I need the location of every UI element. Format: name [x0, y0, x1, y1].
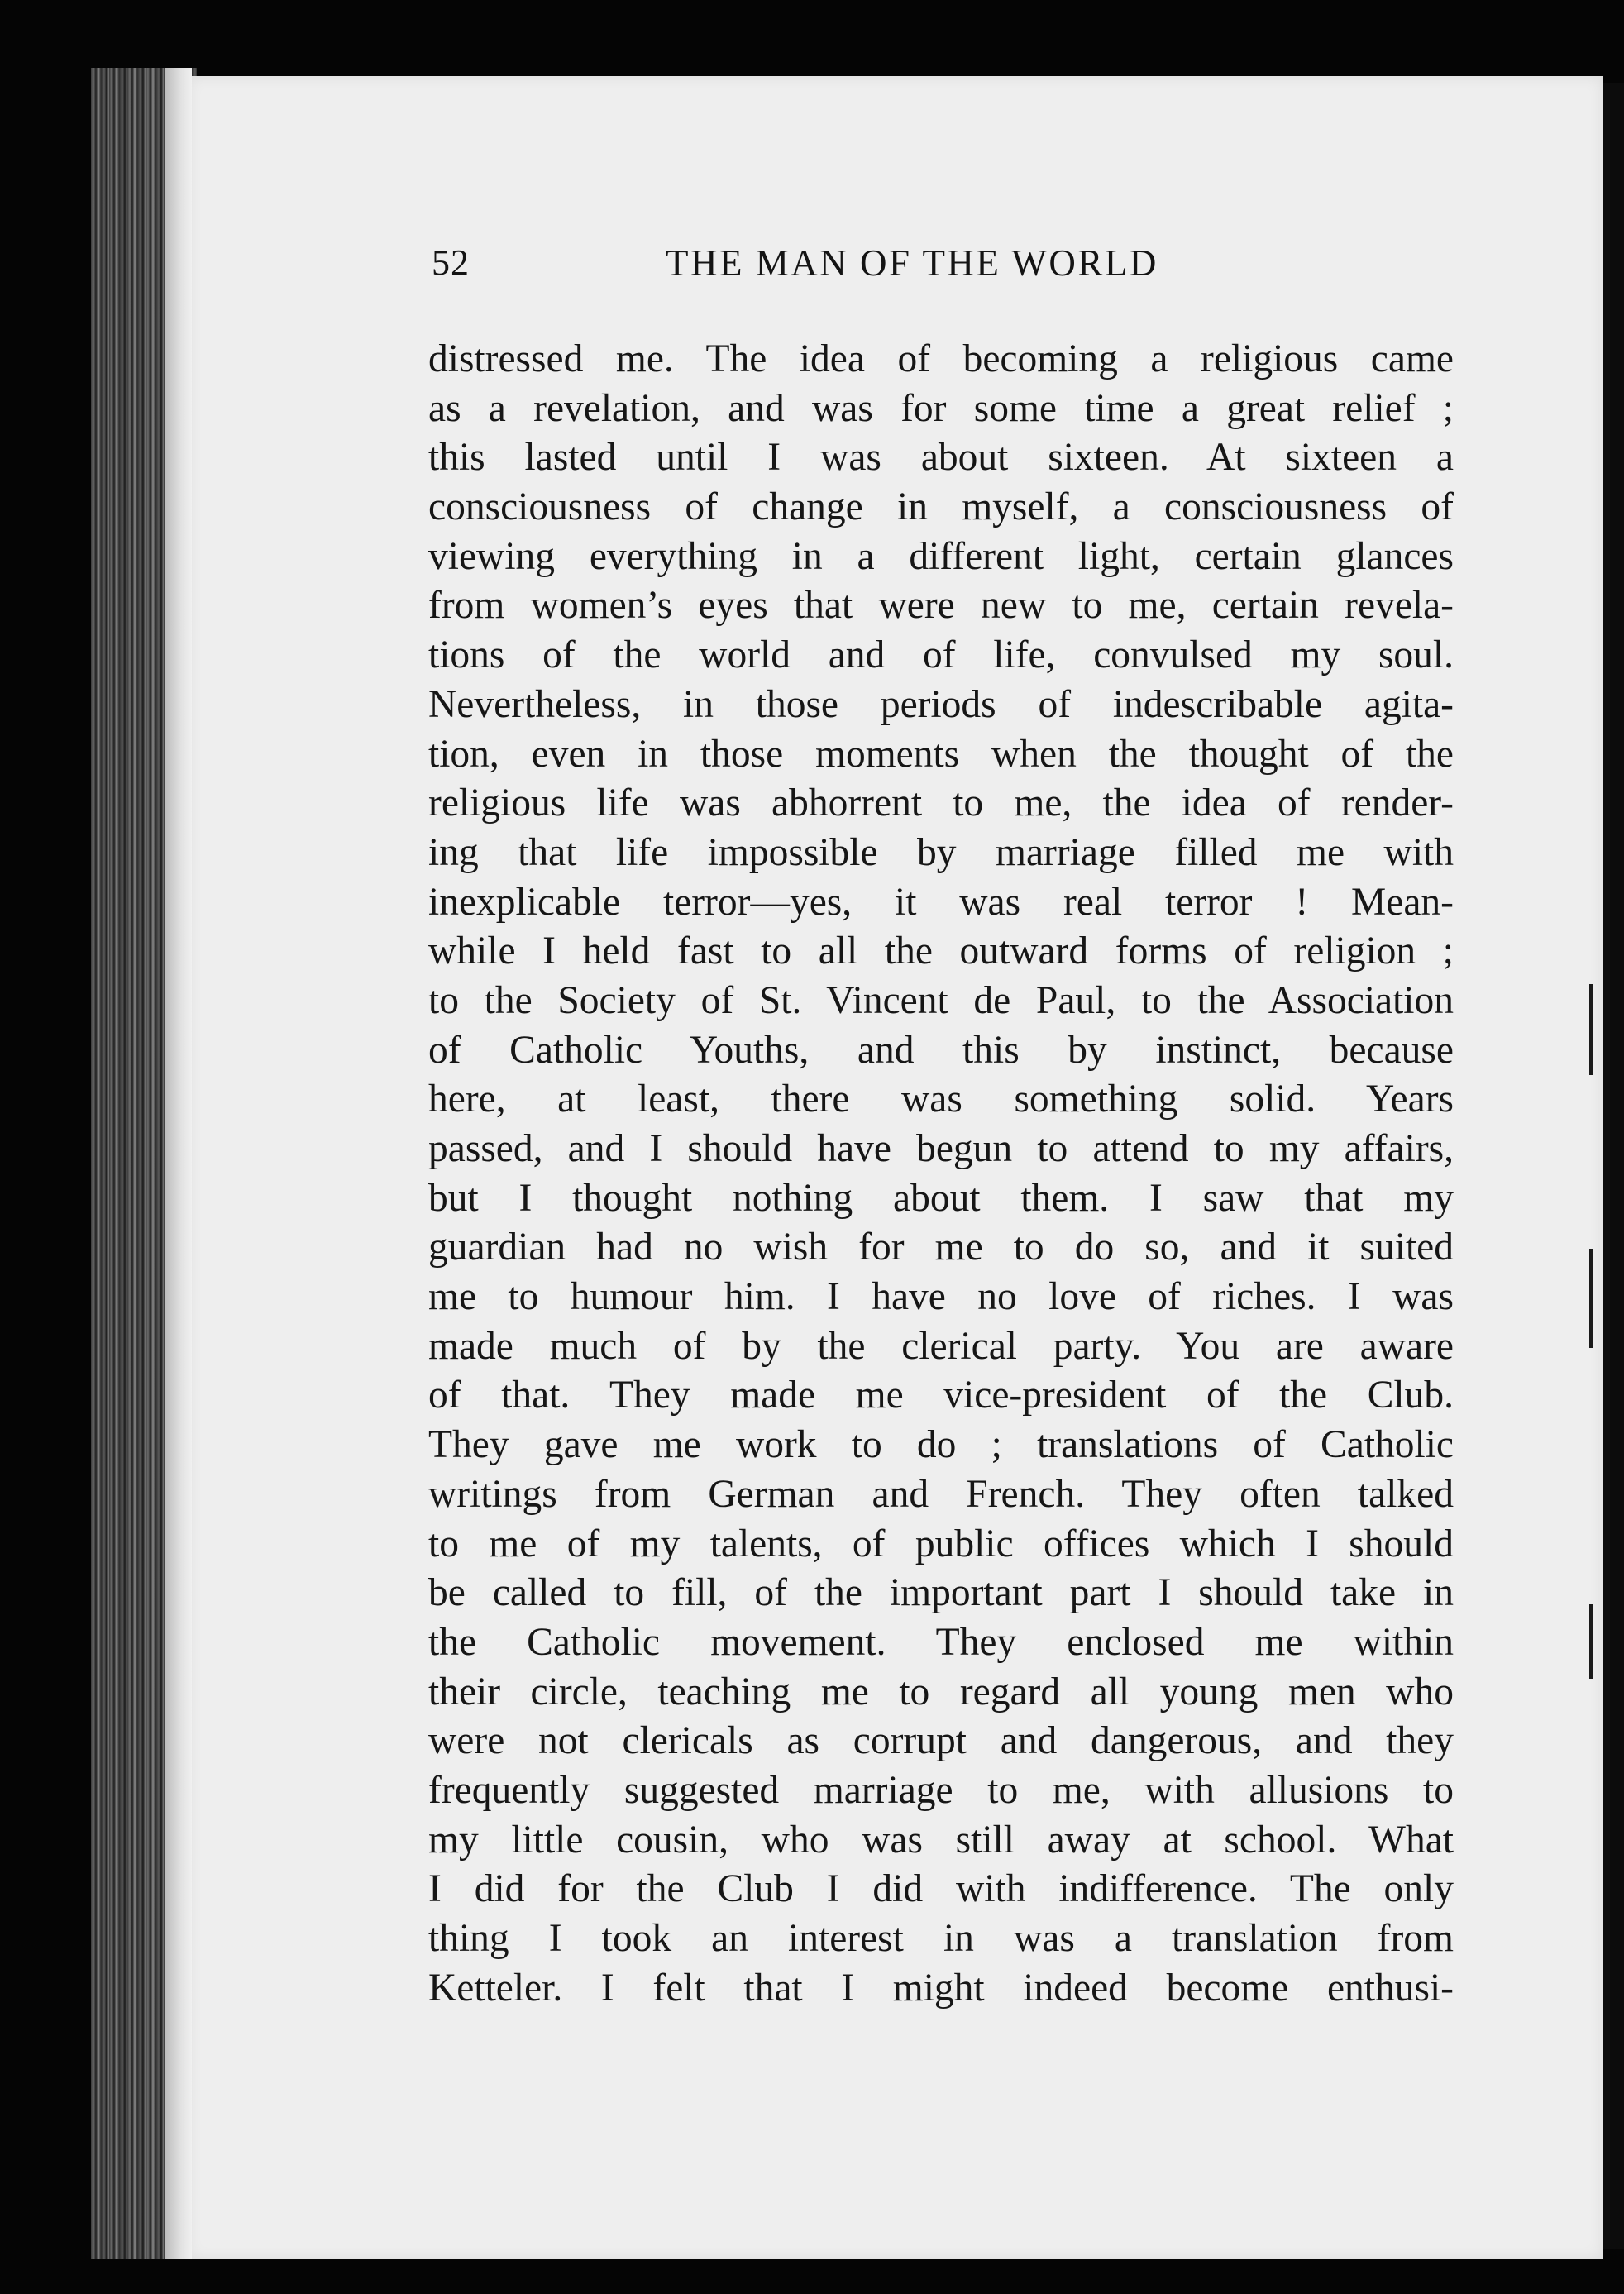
text-line: here, at least, there was something solid. Years	[428, 1078, 1454, 1121]
text-line: guardian had no wish for me to do so, and it suited	[428, 1226, 1454, 1269]
text-line: passed, and I should have begun to attend to my affairs,	[428, 1127, 1454, 1170]
text-line: made much of by the clerical party. You are aware	[428, 1324, 1454, 1368]
text-line: thing I took an interest in was a translation from	[428, 1917, 1454, 1960]
text-line: my little cousin, who was still away at school. What	[428, 1818, 1454, 1861]
text-line: Ketteler. I felt that I might indeed become enthusi-	[428, 1966, 1454, 2010]
page-gutter	[165, 68, 192, 2259]
text-line: but I thought nothing about them. I saw that my	[428, 1176, 1454, 1220]
right-page-edge	[1603, 83, 1624, 2249]
edge-mark	[1589, 984, 1593, 1075]
text-line: their circle, teaching me to regard all young men who	[428, 1670, 1454, 1713]
text-line: writings from German and French. They often talked	[428, 1472, 1454, 1516]
edge-mark	[1589, 1249, 1593, 1348]
text-line: consciousness of change in myself, a consciousness of	[428, 485, 1454, 529]
text-line: while I held fast to all the outward forms of religion ;	[428, 930, 1454, 973]
text-line: ing that life impossible by marriage filled me with	[428, 830, 1454, 874]
text-line: as a revelation, and was for some time a great relief ;	[428, 386, 1454, 430]
text-line: distressed me. The idea of becoming a religious came	[428, 337, 1454, 380]
text-line: be called to fill, of the important part I should take in	[428, 1571, 1454, 1615]
text-line: were not clericals as corrupt and dangerous, and they	[428, 1719, 1454, 1763]
text-line: tion, even in those moments when the thought of the	[428, 732, 1454, 776]
text-line: Nevertheless, in those periods of indescribable agita-	[428, 682, 1454, 726]
text-line: of that. They made me vice-president of the Club.	[428, 1374, 1454, 1417]
text-line: frequently suggested marriage to me, with allusions to	[428, 1768, 1454, 1812]
text-line: the Catholic movement. They enclosed me within	[428, 1620, 1454, 1664]
running-title: THE MAN OF THE WORLD	[666, 242, 1158, 284]
page-number: 52	[432, 242, 470, 283]
text-line: this lasted until I was about sixteen. At sixteen a	[428, 436, 1454, 480]
text-line: religious life was abhorrent to me, the idea of render-	[428, 781, 1454, 825]
text-line: to the Society of St. Vincent de Paul, to the Association	[428, 978, 1454, 1022]
running-head	[432, 241, 1498, 299]
text-line: I did for the Club I did with indifference. The only	[428, 1867, 1454, 1911]
text-line: They gave me work to do ; translations of Catholic	[428, 1423, 1454, 1467]
text-line: viewing everything in a different light, certain glances	[428, 534, 1454, 578]
text-line: tions of the world and of life, convulsed my soul.	[428, 633, 1454, 677]
edge-mark	[1589, 1604, 1593, 1679]
text-line: inexplicable terror—yes, it was real terror ! Mean-	[428, 880, 1454, 924]
text-line: me to humour him. I have no love of riches. I was	[428, 1275, 1454, 1319]
text-line: of Catholic Youths, and this by instinct, because	[428, 1028, 1454, 1072]
body-text	[428, 335, 1454, 2013]
text-line: from women’s eyes that were new to me, certain revela-	[428, 584, 1454, 628]
text-line: to me of my talents, of public offices which I should	[428, 1522, 1454, 1565]
